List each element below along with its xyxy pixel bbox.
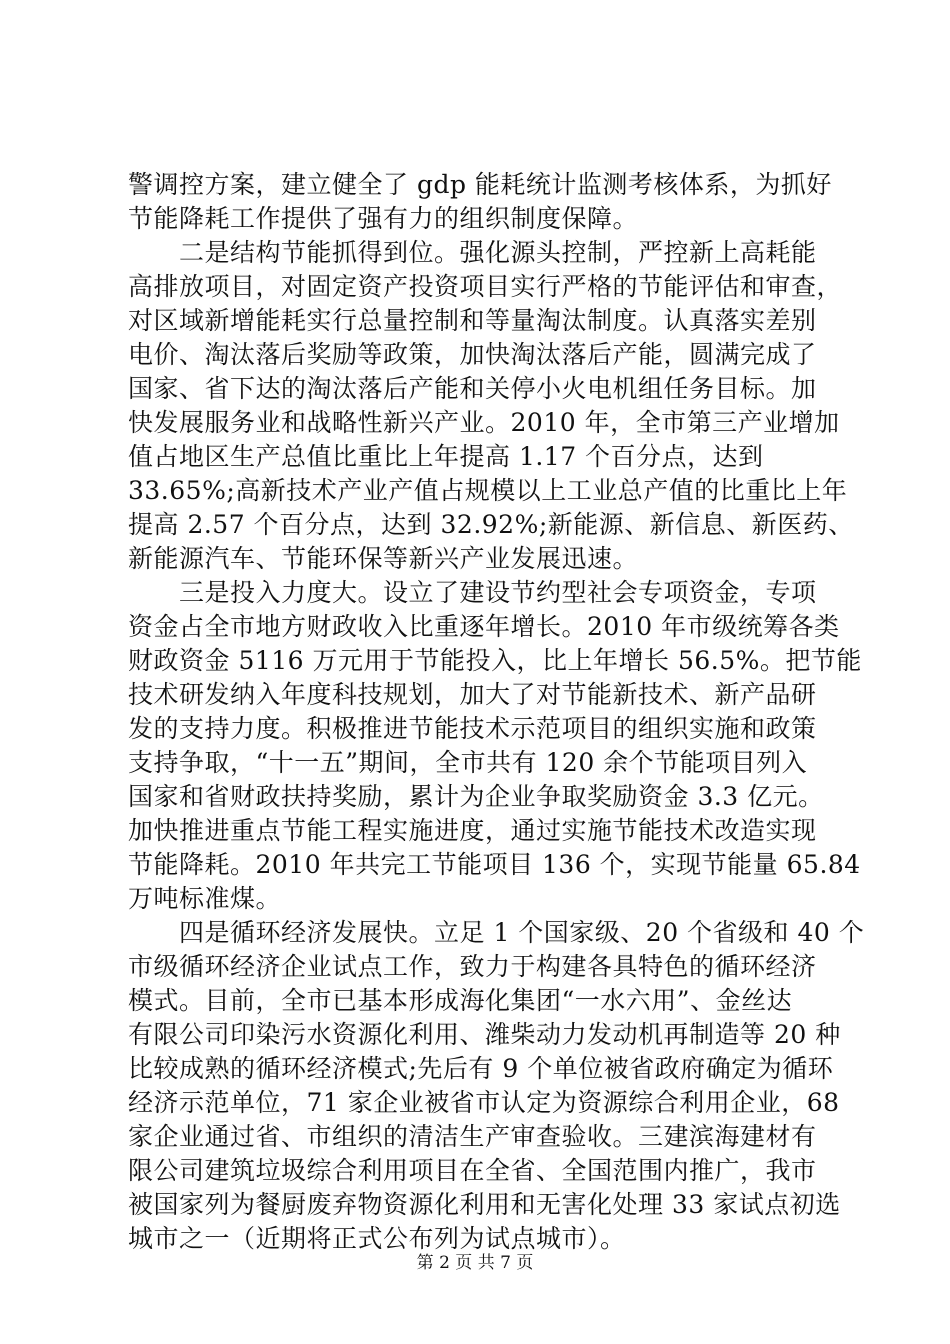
text-line: 节能降耗工作提供了强有力的组织制度保障。 <box>128 204 639 233</box>
text-line: 国家和省财政扶持奖励，累计为企业争取奖励资金 3.3 亿元。 <box>128 782 824 811</box>
text-line: 有限公司印染污水资源化利用、潍柴动力发动机再制造等 20 种 <box>128 1020 841 1049</box>
text-line: 提高 2.57 个百分点，达到 32.92%;新能源、新信息、新医药、 <box>128 510 854 539</box>
text-line: 万吨标准煤。 <box>128 884 282 913</box>
text-line: 高排放项目，对固定资产投资项目实行严格的节能评估和审查， <box>128 272 843 301</box>
text-line: 国家、省下达的淘汰落后产能和关停小火电机组任务目标。加 <box>128 374 817 403</box>
text-line: 电价、淘汰落后奖励等政策，加快淘汰落后产能，圆满完成了 <box>128 340 817 369</box>
text-line: 财政资金 5116 万元用于节能投入，比上年增长 56.5%。把节能 <box>128 646 862 675</box>
text-line: 警调控方案，建立健全了 gdp 能耗统计监测考核体系，为抓好 <box>128 170 832 199</box>
text-line: 家企业通过省、市组织的清洁生产审查验收。三建滨海建材有 <box>128 1122 817 1151</box>
text-line: 被国家列为餐厨废弃物资源化利用和无害化处理 33 家试点初选 <box>128 1190 841 1219</box>
page-number-footer: 第 2 页 共 7 页 <box>416 1253 534 1273</box>
text-line: 模式。目前，全市已基本形成海化集团“一水六用”、金丝达 <box>128 986 793 1015</box>
text-line: 支持争取，“十一五”期间，全市共有 120 余个节能项目列入 <box>128 748 808 777</box>
text-line: 技术研发纳入年度科技规划，加大了对节能新技术、新产品研 <box>128 680 817 709</box>
text-line: 发的支持力度。积极推进节能技术示范项目的组织实施和政策 <box>128 714 817 743</box>
text-line: 二是结构节能抓得到位。强化源头控制，严控新上高耗能 <box>128 238 817 267</box>
text-line: 新能源汽车、节能环保等新兴产业发展迅速。 <box>128 544 639 573</box>
text-line: 值占地区生产总值比重比上年提高 1.17 个百分点，达到 <box>128 442 764 471</box>
text-line: 城市之一（近期将正式公布列为试点城市）。 <box>128 1224 626 1253</box>
text-line: 资金占全市地方财政收入比重逐年增长。2010 年市级统筹各类 <box>128 612 840 641</box>
text-line: 三是投入力度大。设立了建设节约型社会专项资金，专项 <box>128 578 817 607</box>
document-body <box>128 168 865 1256</box>
text-line: 节能降耗。2010 年共完工节能项目 136 个，实现节能量 65.84 <box>128 850 861 879</box>
text-line: 33.65%;高新技术产业产值占规模以上工业总产值的比重比上年 <box>128 476 848 505</box>
text-line: 对区域新增能耗实行总量控制和等量淘汰制度。认真落实差别 <box>128 306 817 335</box>
text-line: 四是循环经济发展快。立足 1 个国家级、20 个省级和 40 个 <box>128 918 865 947</box>
text-line: 加快推进重点节能工程实施进度，通过实施节能技术改造实现 <box>128 816 817 845</box>
text-line: 比较成熟的循环经济模式;先后有 9 个单位被省政府确定为循环 <box>128 1054 834 1083</box>
text-line: 限公司建筑垃圾综合利用项目在全省、全国范围内推广，我市 <box>128 1156 817 1185</box>
text-line: 经济示范单位，71 家企业被省市认定为资源综合利用企业，68 <box>128 1088 840 1117</box>
text-line: 快发展服务业和战略性新兴产业。2010 年，全市第三产业增加 <box>128 408 840 437</box>
text-line: 市级循环经济企业试点工作，致力于构建各具特色的循环经济 <box>128 952 817 981</box>
